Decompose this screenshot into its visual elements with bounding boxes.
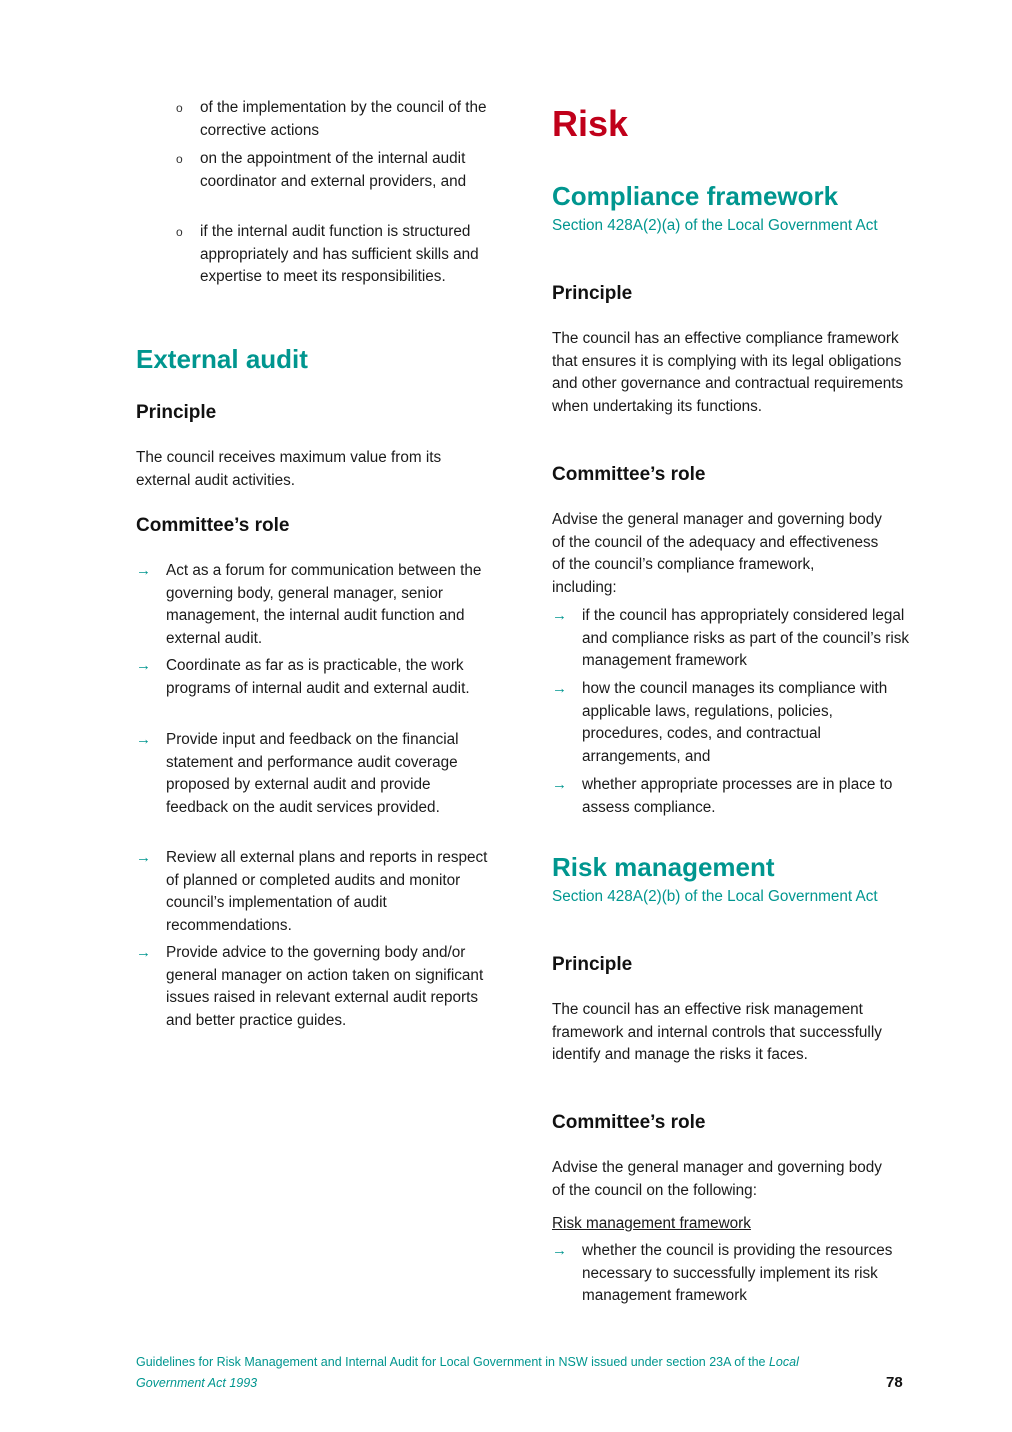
circle-bullet-icon: o xyxy=(176,101,183,115)
role-item-text: Provide advice to the governing body and/or general manager on action taken on significant issues raised in relevant external audit reports and better practice guides. xyxy=(166,944,484,1030)
compliance-principle-heading: Principle xyxy=(552,283,633,304)
role-item-text: Coordinate as far as is practicable, the work programs of internal audit and external audit. xyxy=(166,657,470,697)
risk-management-subheading: Risk management framework xyxy=(552,1215,751,1232)
principle-heading: Principle xyxy=(136,402,217,423)
sub-list-item xyxy=(176,221,490,289)
footer-act-name: Local Government Act 1993 xyxy=(136,1355,799,1390)
risk-management-role-heading: Committee’s role xyxy=(552,1112,706,1133)
role-item-text: if the council has appropriately considered legal and compliance risks as part of the council’s risk management framework xyxy=(582,607,910,670)
sub-list-item-text: if the internal audit function is structured appropriately and has sufficient skills and expertise to meet its responsibilities. xyxy=(200,223,479,286)
page-footer xyxy=(136,1352,866,1394)
risk-management-role-item xyxy=(552,1240,912,1308)
arrow-bullet-icon: → xyxy=(136,731,151,748)
sub-list-item xyxy=(176,97,490,142)
compliance-role-heading: Committee’s role xyxy=(552,464,706,485)
risk-management-principle-text: The council has an effective risk management framework and internal controls that successfully identify and manage the risks it faces. xyxy=(552,1001,882,1064)
footer-text: Guidelines for Risk Management and Internal Audit for Local Government in NSW issued under section 23A of the xyxy=(136,1355,769,1369)
external-audit-heading: External audit xyxy=(136,344,308,374)
role-item-text: how the council manages its compliance with applicable laws, regulations, policies, procedures, codes, and contractual arrangements, and xyxy=(582,680,888,766)
role-item-text: Provide input and feedback on the financial statement and performance audit coverage proposed by external audit and provide feedback on the audit services provided. xyxy=(166,731,459,817)
circle-bullet-icon: o xyxy=(176,152,183,166)
risk-heading: Risk xyxy=(552,103,629,144)
principle-text: The council receives maximum value from its external audit activities. xyxy=(136,449,442,489)
arrow-bullet-icon: → xyxy=(136,849,151,866)
role-item-text: whether the council is providing the resources necessary to successfully implement its risk management framework xyxy=(582,1242,893,1305)
role-item-text: whether appropriate processes are in place to assess compliance. xyxy=(582,776,893,816)
circle-bullet-icon: o xyxy=(176,225,183,239)
arrow-bullet-icon: → xyxy=(136,944,151,961)
arrow-bullet-icon: → xyxy=(552,680,567,697)
arrow-bullet-icon: → xyxy=(552,776,567,793)
role-heading: Committee’s role xyxy=(136,515,290,536)
role-list-item xyxy=(136,560,496,651)
compliance-heading: Compliance framework xyxy=(552,181,839,211)
role-item-text: Review all external plans and reports in respect of planned or completed audits and monitor council’s implementation of audit recommendations. xyxy=(166,849,488,935)
compliance-role-item xyxy=(552,605,912,673)
risk-management-section-ref: Section 428A(2)(b) of the Local Government Act xyxy=(552,888,878,905)
arrow-bullet-icon: → xyxy=(552,607,567,624)
compliance-role-intro: Advise the general manager and governing body of the council of the adequacy and effectiveness of the council’s compliance framework, including: xyxy=(552,511,882,597)
risk-management-principle-heading: Principle xyxy=(552,954,633,975)
arrow-bullet-icon: → xyxy=(136,657,151,674)
role-list-item xyxy=(136,847,496,938)
role-list-item xyxy=(136,655,496,700)
compliance-section-ref: Section 428A(2)(a) of the Local Government Act xyxy=(552,217,878,234)
page-number: 78 xyxy=(886,1374,903,1391)
risk-management-heading: Risk management xyxy=(552,852,775,882)
arrow-bullet-icon: → xyxy=(552,1242,567,1259)
compliance-principle-text: The council has an effective compliance framework that ensures it is complying with its legal obligations and other governance and contractual requirements when undertaking its functions. xyxy=(552,330,904,416)
risk-management-role-intro: Advise the general manager and governing body of the council on the following: xyxy=(552,1159,882,1199)
sub-list-item xyxy=(176,148,490,193)
sub-list-item-text: of the implementation by the council of the corrective actions xyxy=(200,99,487,139)
role-list-item xyxy=(136,729,496,820)
role-item-text: Act as a forum for communication between the governing body, general manager, senior management, the internal audit function and external audit. xyxy=(166,562,482,648)
compliance-role-item xyxy=(552,678,912,769)
sub-list-item-text: on the appointment of the internal audit coordinator and external providers, and xyxy=(200,150,467,190)
arrow-bullet-icon: → xyxy=(136,562,151,579)
compliance-role-item xyxy=(552,774,912,819)
role-list-item xyxy=(136,942,496,1033)
